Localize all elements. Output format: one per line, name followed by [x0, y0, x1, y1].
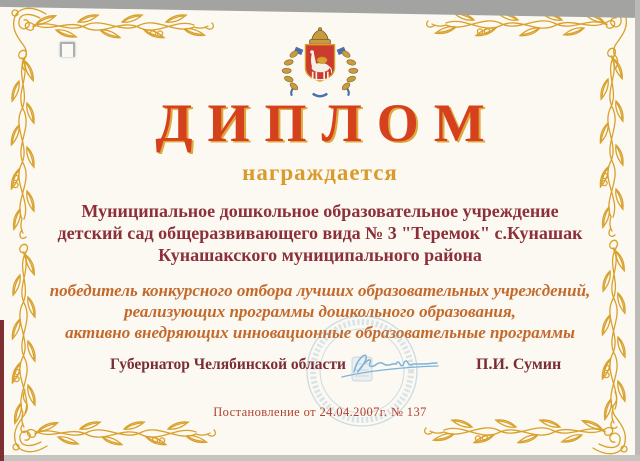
awarded-to-label: награждается	[242, 160, 398, 185]
signer-name: П.И. Сумин	[476, 356, 562, 373]
recipient-line-3: Кунашакского муниципального района	[158, 245, 482, 265]
achievement-line-2: реализующих программы дошкольного образования,	[124, 302, 516, 321]
recipient-line-2: детский сад общеразвивающего вида № 3 "Теремок" с.Кунашак	[57, 223, 583, 243]
coat-of-arms-chelyabinsk-icon	[273, 27, 367, 102]
decree-reference: Постановление от 24.04.2007г. № 137	[213, 405, 427, 419]
scanner-edge-bottom	[0, 455, 640, 461]
achievement-line-1: победитель конкурсного отбора лучших образовательных учреждений,	[49, 281, 591, 300]
recipient-block	[0, 200, 640, 266]
staple-icon	[60, 42, 75, 57]
scanner-edge-right	[635, 0, 640, 461]
recipient-line-1: Муниципальное дошкольное образовательное учреждение	[81, 201, 559, 221]
handwritten-signature-icon	[340, 348, 470, 386]
diploma-title: ДИПЛОМ	[155, 93, 500, 153]
diploma-cover-edge	[0, 320, 4, 461]
achievement-line-3: активно внедряющих инновационные образовательные программы	[65, 323, 575, 342]
signer-title: Губернатор Челябинской области	[110, 356, 346, 373]
